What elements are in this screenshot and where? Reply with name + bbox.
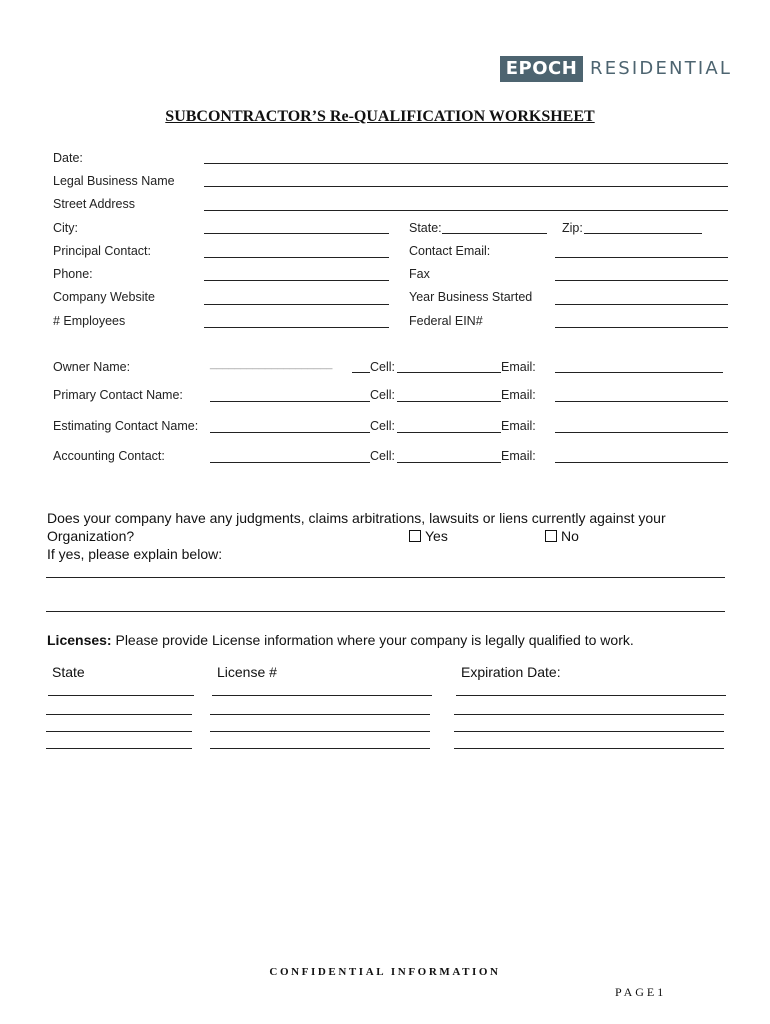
page-title: SUBCONTRACTOR’S Re-QUALIFICATION WORKSHEET bbox=[165, 108, 595, 125]
judgments-question-line1: Does your company have any judgments, claims arbitrations, lawsuits or liens currently against your bbox=[47, 510, 666, 526]
judgments-explain-line-2[interactable] bbox=[46, 611, 725, 612]
state-field[interactable] bbox=[442, 233, 547, 234]
logo-brand-word: RESIDENTIAL bbox=[590, 58, 733, 79]
year-business-started-field[interactable] bbox=[555, 304, 728, 305]
city-label: City: bbox=[53, 221, 78, 235]
judgments-explain-label: If yes, please explain below: bbox=[47, 546, 223, 562]
judgments-explain-line-1[interactable] bbox=[46, 577, 725, 578]
logo-brand-box-text: EPOCH bbox=[505, 58, 578, 79]
company-website-label: Company Website bbox=[53, 290, 155, 304]
license-col-expiration: Expiration Date: bbox=[461, 664, 561, 680]
fax-field[interactable] bbox=[555, 280, 728, 281]
city-field[interactable] bbox=[204, 233, 389, 234]
yes-checkbox[interactable] bbox=[409, 530, 421, 542]
legal-business-name-field[interactable] bbox=[204, 186, 728, 187]
primary-cell-label: Cell: bbox=[370, 388, 396, 402]
owner-email-label: Email: bbox=[501, 360, 536, 374]
no-checkbox[interactable] bbox=[545, 530, 557, 542]
company-website-field[interactable] bbox=[204, 304, 389, 305]
yes-label: Yes bbox=[425, 528, 448, 544]
licenses-heading bbox=[47, 632, 634, 648]
primary-cell-field[interactable] bbox=[397, 401, 501, 402]
accounting-contact-field[interactable] bbox=[210, 462, 370, 463]
license-expiration-field-2[interactable] bbox=[454, 714, 724, 715]
federal-ein-field[interactable] bbox=[555, 327, 728, 328]
owner-cell-field[interactable] bbox=[397, 372, 501, 373]
accounting-email-label: Email: bbox=[501, 449, 536, 463]
licenses-heading-bold: Licenses: bbox=[47, 632, 112, 648]
license-expiration-field-4[interactable] bbox=[454, 748, 724, 749]
estimating-email-field[interactable] bbox=[555, 432, 728, 433]
license-state-field-2[interactable] bbox=[46, 714, 192, 715]
license-expiration-field-3[interactable] bbox=[454, 731, 724, 732]
accounting-cell-field[interactable] bbox=[397, 462, 501, 463]
legal-business-name-label: Legal Business Name bbox=[53, 174, 175, 188]
license-state-field-4[interactable] bbox=[46, 748, 192, 749]
license-number-field-4[interactable] bbox=[210, 748, 430, 749]
no-label: No bbox=[561, 528, 579, 544]
employees-label: # Employees bbox=[53, 314, 126, 328]
year-business-started-label: Year Business Started bbox=[409, 290, 533, 304]
owner-cell-label: Cell: bbox=[370, 360, 396, 374]
primary-contact-name-field[interactable] bbox=[210, 401, 370, 402]
phone-label: Phone: bbox=[53, 267, 93, 281]
estimating-cell-field[interactable] bbox=[397, 432, 501, 433]
employees-field[interactable] bbox=[204, 327, 389, 328]
zip-label: Zip: bbox=[562, 221, 583, 235]
no-option[interactable] bbox=[545, 528, 579, 544]
zip-field[interactable] bbox=[584, 233, 702, 234]
principal-contact-label: Principal Contact: bbox=[53, 244, 151, 258]
license-number-field-1[interactable] bbox=[212, 695, 432, 696]
license-expiration-field-1[interactable] bbox=[456, 695, 726, 696]
primary-email-field[interactable] bbox=[555, 401, 728, 402]
owner-name-field[interactable] bbox=[352, 372, 370, 373]
yes-option[interactable] bbox=[409, 528, 448, 544]
contact-email-field[interactable] bbox=[555, 257, 728, 258]
estimating-email-label: Email: bbox=[501, 419, 536, 433]
judgments-question-line2: Organization? bbox=[47, 528, 135, 544]
accounting-cell-label: Cell: bbox=[370, 449, 396, 463]
estimating-contact-name-field[interactable] bbox=[210, 432, 370, 433]
primary-email-label: Email: bbox=[501, 388, 536, 402]
primary-contact-name-label: Primary Contact Name: bbox=[53, 388, 183, 402]
date-label: Date: bbox=[53, 151, 83, 165]
confidential-footer: CONFIDENTIAL INFORMATION bbox=[269, 966, 501, 978]
license-state-field-3[interactable] bbox=[46, 731, 192, 732]
license-state-field-1[interactable] bbox=[48, 695, 194, 696]
logo-box bbox=[500, 56, 583, 82]
principal-contact-field[interactable] bbox=[204, 257, 389, 258]
fax-label: Fax bbox=[409, 267, 430, 281]
license-number-field-2[interactable] bbox=[210, 714, 430, 715]
phone-field[interactable] bbox=[204, 280, 389, 281]
licenses-heading-text: Please provide License information where your company is legally qualified to work. bbox=[111, 632, 634, 648]
page-number: PAGE1 bbox=[615, 985, 667, 999]
date-field[interactable] bbox=[204, 163, 728, 164]
license-col-state: State bbox=[52, 664, 85, 680]
license-number-field-3[interactable] bbox=[210, 731, 430, 732]
street-address-field[interactable] bbox=[204, 210, 728, 211]
owner-email-field[interactable] bbox=[555, 372, 723, 373]
estimating-contact-name-label: Estimating Contact Name: bbox=[53, 419, 199, 433]
owner-name-label: Owner Name: bbox=[53, 360, 131, 374]
owner-name-prefill: ____________________ bbox=[210, 358, 333, 370]
estimating-cell-label: Cell: bbox=[370, 419, 396, 433]
state-label: State: bbox=[409, 221, 442, 235]
federal-ein-label: Federal EIN# bbox=[409, 314, 483, 328]
license-col-number: License # bbox=[217, 664, 277, 680]
street-address-label: Street Address bbox=[53, 197, 135, 211]
accounting-email-field[interactable] bbox=[555, 462, 728, 463]
contact-email-label: Contact Email: bbox=[409, 244, 491, 258]
accounting-contact-label: Accounting Contact: bbox=[53, 449, 165, 463]
